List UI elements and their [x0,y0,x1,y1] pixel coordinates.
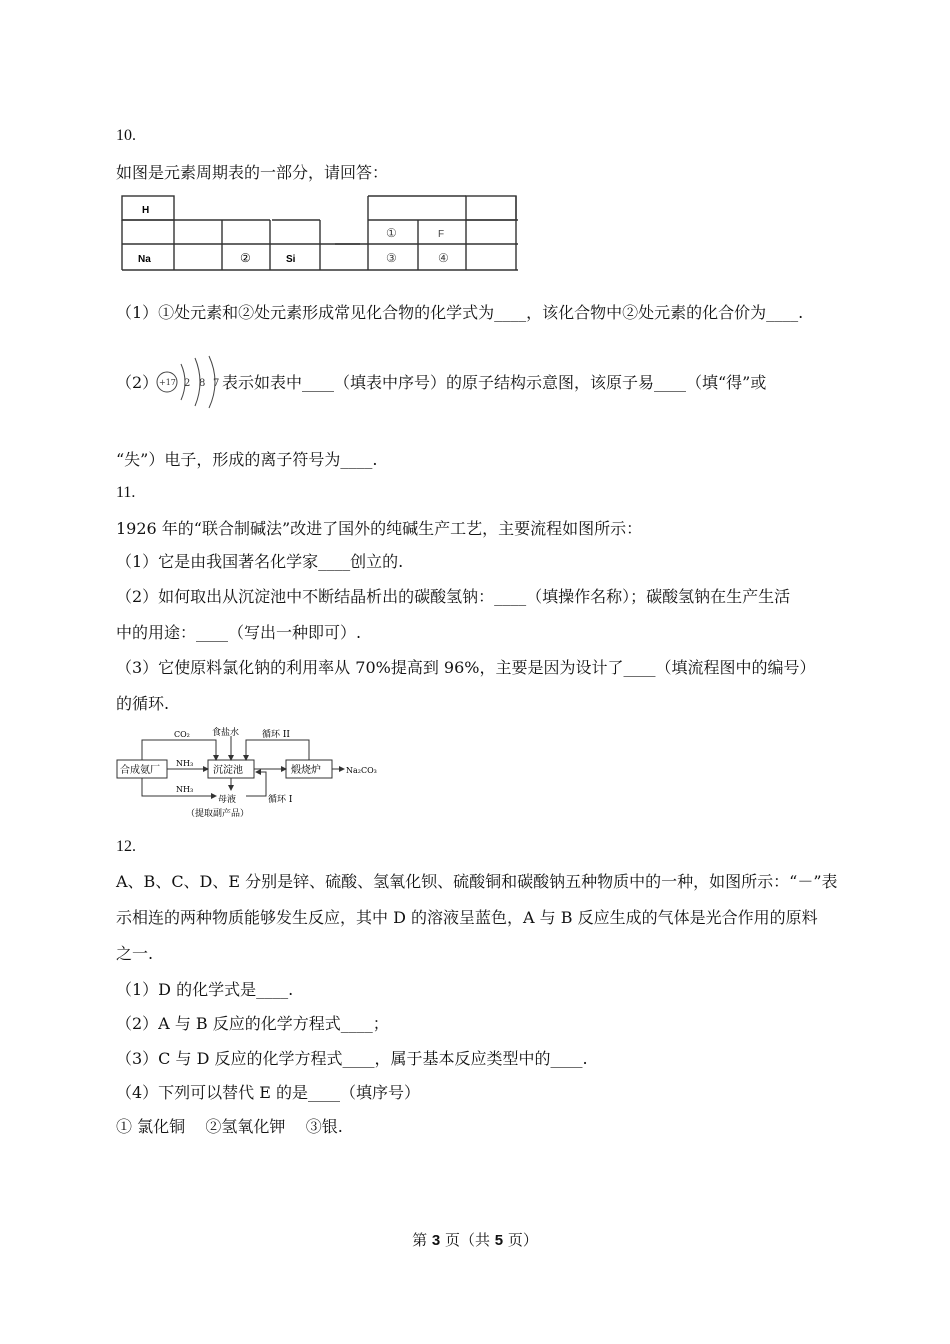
flow-co2: CO₂ [174,730,190,739]
table-cell-1: ① [386,226,397,240]
page-footer [0,1230,950,1251]
question-11-part-2: （2）如何取出从沉淀池中不断结晶析出的碳酸氢钠：____（填操作名称）；碳酸氢钠在生产生活 [116,587,791,606]
question-10-part-2: 表示如表中____（填表中序号）的原子结构示意图，该原子易____（填“得”或 [222,373,767,392]
question-12-number: 12. [116,838,136,855]
question-12-intro-2: 示相连的两种物质能够发生反应，其中 D 的溶液呈蓝色，A 与 B 反应生成的气体是光合作用的原料 [116,908,818,927]
flow-cycle-1: 循环 I [268,795,293,805]
flow-brine: 食盐水 [212,728,240,738]
flow-cycle-2: 循环 II [262,730,290,740]
flow-nh3-bottom: NH₃ [176,785,194,794]
footer-total-pages: 5 [494,1232,504,1249]
question-10-number: 10. [116,127,136,144]
question-11-part-2-cont: 中的用途：____（写出一种即可）. [116,623,362,642]
soda-process-flowchart [116,726,386,822]
atom-shell-1: 2 [184,378,191,389]
atom-shell-3: 7 [213,378,220,389]
flow-plant: 合成氨厂 [120,765,160,776]
question-12-intro-1: A、B、C、D、E 分别是锌、硫酸、氢氧化钡、硫酸铜和碳酸钠五种物质中的一种，如图所示：“－”表 [116,872,838,891]
flow-byproduct: （提取副产品） [186,809,250,819]
table-cell-na: Na [138,254,151,265]
question-12-part-4: （4）下列可以替代 E 的是____（填序号） [116,1083,421,1102]
flow-furnace: 煅烧炉 [291,765,321,776]
footer-post: 页） [507,1231,538,1249]
footer-page-number: 3 [431,1232,441,1249]
question-10-part-2-prefix: （2） [116,373,159,392]
question-11-intro: 1926 年的“联合制碱法”改进了国外的纯碱生产工艺，主要流程如图所示： [116,519,643,538]
atom-structure-diagram [155,354,223,410]
flow-nh3-top: NH₃ [176,759,194,768]
question-11-part-3-cont: 的循环. [116,694,170,713]
question-10-part-1: （1）①处元素和②处元素形成常见化合物的化学式为____，该化合物中②处元素的化合价为____. [116,303,804,322]
question-12-intro-3: 之一. [116,944,154,963]
table-cell-2: ② [240,251,251,265]
question-10-part-2-cont: “失”）电子，形成的离子符号为____. [116,450,378,469]
flow-filtrate: 母液 [218,795,237,805]
question-12-part-1: （1）D 的化学式是____. [116,980,294,999]
question-12-part-2: （2）A 与 B 反应的化学方程式____； [116,1014,389,1033]
table-cell-h: H [142,205,150,216]
table-cell-4: ④ [438,251,449,265]
table-cell-f: F [438,229,445,240]
question-11-part-3: （3）它使原料氯化钠的利用率从 70%提高到 96%，主要是因为设计了____（填流程图中的编号） [116,658,816,677]
flow-product: Na₂CO₃ [346,766,377,775]
question-10-intro: 如图是元素周期表的一部分，请回答： [116,163,389,182]
table-cell-3: ③ [386,251,397,265]
footer-pre: 第 [412,1231,428,1249]
atom-shell-2: 8 [199,378,206,389]
periodic-table-fragment [120,194,518,272]
footer-mid: 页（共 [444,1231,490,1249]
question-12-part-3: （3）C 与 D 反应的化学方程式____，属于基本反应类型中的____. [116,1049,588,1068]
question-11-number: 11. [116,484,136,501]
question-11-part-1: （1）它是由我国著名化学家____创立的. [116,552,404,571]
atom-nucleus: +17 [159,378,176,387]
flow-tank: 沉淀池 [213,765,243,776]
table-cell-si: Si [286,254,296,265]
question-12-options: ① 氯化铜 ②氢氧化钾 ③银. [116,1117,343,1136]
